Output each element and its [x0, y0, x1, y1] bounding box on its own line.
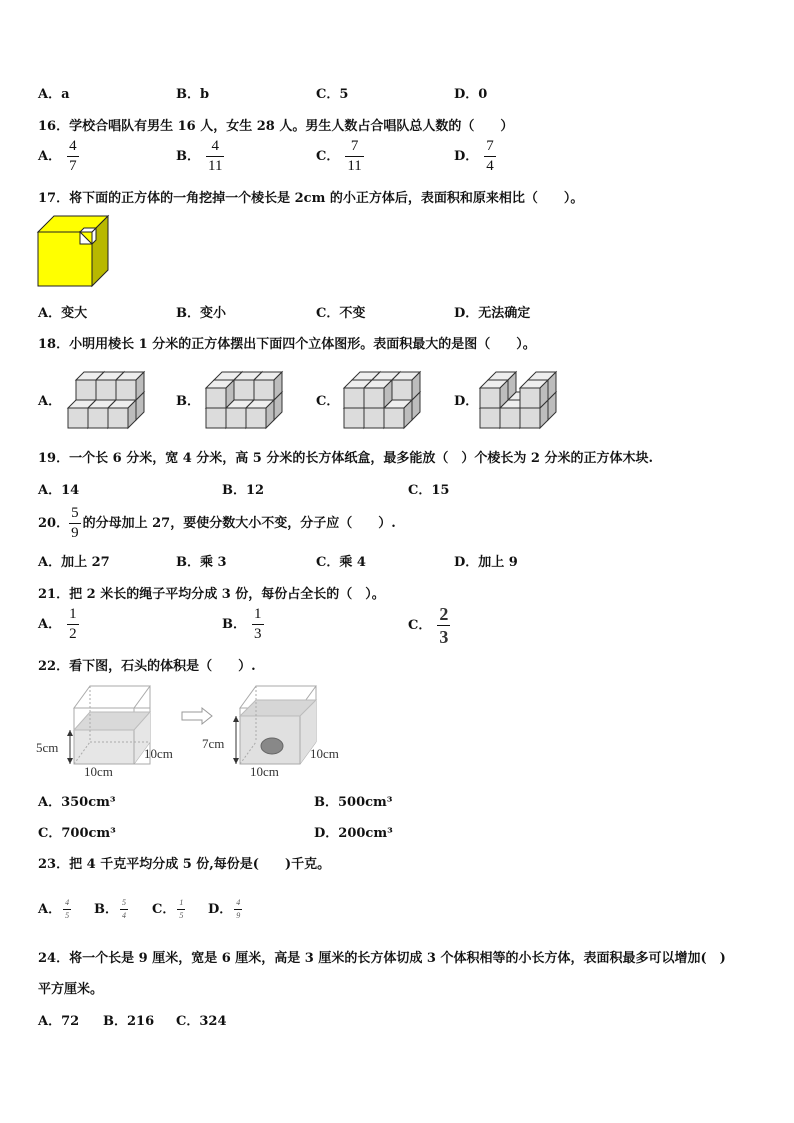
q20-option-d[interactable]: D．加上 9	[454, 555, 518, 570]
q22-fig1-height: 5cm	[36, 740, 59, 755]
q18-label-b[interactable]: B．	[176, 394, 200, 409]
q18-label-a[interactable]: A．	[38, 394, 62, 409]
q18-text: 18．小明用棱长 1 分米的正方体摆出下面四个立体图形。表面积最大的是图（ ）。	[38, 337, 536, 352]
unit-cube	[116, 372, 144, 400]
q21-option-c[interactable]: C． $\frac{2}{3}$	[408, 604, 449, 647]
q20-text: 20． $\frac{5}{9}$ 的分母加上 27，要使分数大小不变，分子应（ ）.	[38, 505, 396, 541]
q22-fig2-width: 10cm	[250, 764, 279, 779]
q18-label-c[interactable]: C．	[316, 394, 340, 409]
q21-option-a[interactable]: A． $\frac{1}{2}$	[38, 606, 77, 642]
q15-option-c[interactable]: C．5	[316, 87, 349, 102]
q22-option-d[interactable]: D．200cm³	[314, 826, 393, 841]
q18-label-d[interactable]: D．	[454, 394, 479, 409]
q22-fig2-depth: 10cm	[310, 746, 339, 761]
q20-option-c[interactable]: C．乘 4	[316, 555, 366, 570]
q23-text: 23．把 4 千克平均分成 5 份,每份是( )千克。	[38, 857, 331, 872]
q17-option-c[interactable]: C．不变	[316, 306, 366, 321]
q23-option-d[interactable]: D． $\frac{4}{9}$	[208, 898, 241, 920]
q17-option-b[interactable]: B．变小	[176, 306, 226, 321]
unit-cube	[206, 380, 234, 408]
q24-option-b[interactable]: B．216	[103, 1014, 155, 1029]
q24-text-line1: 24．将一个长是 9 厘米，宽是 6 厘米，高是 3 厘米的长方体切成 3 个体积相等的小长方体，表面积最多可以增加( )	[38, 951, 726, 966]
q21-option-b[interactable]: B． $\frac{1}{3}$	[222, 606, 262, 642]
q22-option-c[interactable]: C．700cm³	[38, 826, 116, 841]
q22-text: 22．看下图，石头的体积是（ ）.	[38, 659, 256, 674]
q18-figure-a	[66, 364, 156, 438]
q24-option-c[interactable]: C．324	[176, 1014, 227, 1029]
q18-figure-c	[342, 364, 432, 438]
q18-figure-b	[204, 364, 294, 438]
q16-option-c[interactable]: C． $\frac{7}{11}$	[316, 138, 362, 174]
q15-option-a[interactable]: A．a	[38, 87, 70, 102]
q16-text: 16．学校合唱队有男生 16 人，女生 28 人。男生人数占合唱队总人数的（ ）	[38, 119, 514, 134]
q16-option-b[interactable]: B． $\frac{4}{11}$	[176, 138, 223, 174]
q17-text: 17．将下面的正方体的一角挖掉一个棱长是 2cm 的小正方体后，表面积和原来相比（ ）。	[38, 191, 584, 206]
unit-cube	[520, 380, 548, 408]
q15-option-b[interactable]: B．b	[176, 87, 210, 102]
q22-fig1-depth: 10cm	[144, 746, 173, 761]
unit-cube	[246, 400, 274, 428]
q22-option-b[interactable]: B．500cm³	[314, 795, 393, 810]
q19-option-a[interactable]: A．14	[38, 483, 80, 498]
q19-option-c[interactable]: C．15	[408, 483, 450, 498]
q22-figure	[34, 682, 354, 780]
q20-option-a[interactable]: A．加上 27	[38, 555, 110, 570]
q22-fig1-width: 10cm	[84, 764, 113, 779]
q24-text-line2: 平方厘米。	[38, 982, 104, 997]
q22-fig2-height: 7cm	[202, 736, 225, 751]
q17-option-d[interactable]: D．无法确定	[454, 306, 531, 321]
q23-option-b[interactable]: B． $\frac{5}{4}$	[94, 898, 126, 920]
unit-cube	[364, 380, 392, 408]
q15-option-d[interactable]: D．0	[454, 87, 488, 102]
q17-cube-figure	[36, 214, 112, 288]
q19-text: 19．一个长 6 分米，宽 4 分米，高 5 分米的长方体纸盒，最多能放（ ）个棱长为 2 分米的正方体木块.	[38, 451, 654, 466]
unit-cube	[392, 372, 420, 400]
q21-text: 21．把 2 米长的绳子平均分成 3 份，每份占全长的（ ）。	[38, 587, 385, 602]
unit-cube	[480, 380, 508, 408]
q22-option-a[interactable]: A．350cm³	[38, 795, 116, 810]
unit-cube	[254, 372, 282, 400]
q24-option-a[interactable]: A．72	[38, 1014, 80, 1029]
q19-option-b[interactable]: B．12	[222, 483, 265, 498]
q16-option-a[interactable]: A． $\frac{4}{7}$	[38, 138, 77, 174]
q20-option-b[interactable]: B．乘 3	[176, 555, 227, 570]
q16-option-d[interactable]: D． $\frac{7}{4}$	[454, 138, 494, 174]
q23-option-a[interactable]: A． $\frac{4}{5}$	[38, 898, 70, 920]
q17-option-a[interactable]: A．变大	[38, 306, 88, 321]
q23-option-c[interactable]: C． $\frac{1}{5}$	[152, 898, 184, 920]
unit-cube	[108, 400, 136, 428]
q18-figure-d	[478, 364, 568, 438]
